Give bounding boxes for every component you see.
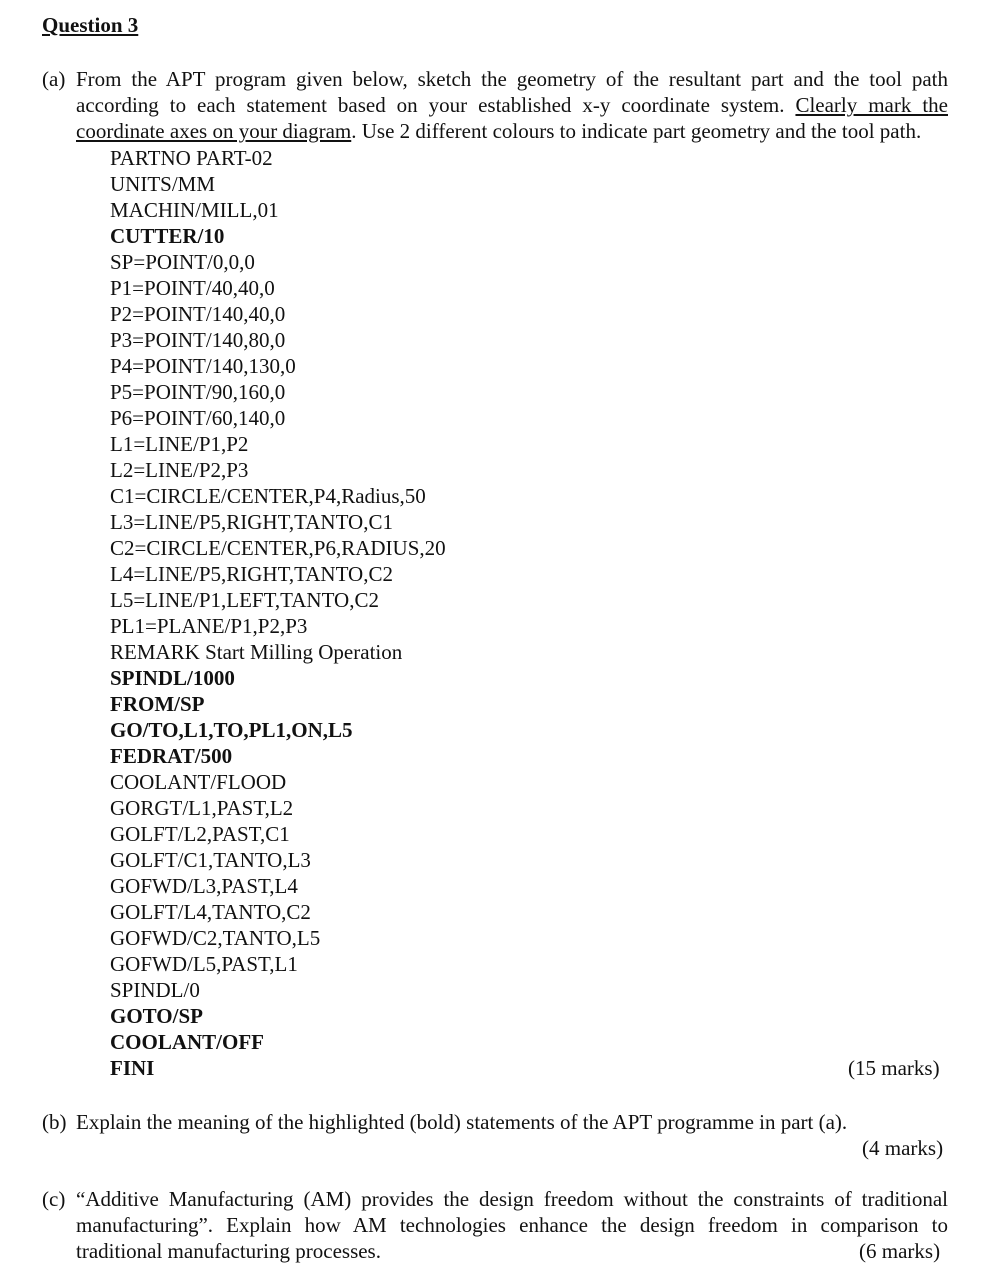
part-a-paragraph	[42, 66, 948, 144]
apt-statement: CUTTER/10	[110, 224, 225, 248]
apt-statement: GORGT/L1,PAST,L2	[110, 796, 294, 820]
part-b-text: Explain the meaning of the highlighted (bold) statements of the APT programme in part (a).	[76, 1110, 848, 1134]
apt-statement: COOLANT/FLOOD	[110, 770, 287, 794]
apt-statement: MACHIN/MILL,01	[110, 198, 279, 222]
apt-statement: C1=CIRCLE/CENTER,P4,Radius,50	[110, 484, 426, 508]
apt-statement: GOLFT/L4,TANTO,C2	[110, 900, 311, 924]
apt-statement: C2=CIRCLE/CENTER,P6,RADIUS,20	[110, 536, 446, 560]
apt-statement: P2=POINT/140,40,0	[110, 302, 286, 326]
apt-statement: UNITS/MM	[110, 172, 216, 196]
apt-statement: L2=LINE/P2,P3	[110, 458, 249, 482]
apt-statement: GOFWD/L5,PAST,L1	[110, 952, 298, 976]
part-c-text: “Additive Manufacturing (AM) provides the design freedom without the constraints of traditional manufacturing”. Explain how AM technologies enhance the design freedom in comparison to traditional manufacturing processes.	[76, 1187, 948, 1263]
part-a-underlined-text: Clearly mark the coordinate axes on your diagram	[76, 93, 948, 143]
part-c-label: (c)	[42, 1187, 66, 1211]
apt-statement: P3=POINT/140,80,0	[110, 328, 286, 352]
apt-statement: P4=POINT/140,130,0	[110, 354, 296, 378]
apt-statement: GOTO/SP	[110, 1004, 203, 1028]
apt-statement: L5=LINE/P1,LEFT,TANTO,C2	[110, 588, 379, 612]
apt-statement: SP=POINT/0,0,0	[110, 250, 255, 274]
apt-statement: P6=POINT/60,140,0	[110, 406, 286, 430]
apt-statement: SPINDL/0	[110, 978, 200, 1002]
apt-statement: FINI	[110, 1056, 155, 1080]
part-a-text-end: . Use 2 different colours to indicate part geometry and the tool path.	[351, 119, 922, 143]
apt-statement: SPINDL/1000	[110, 666, 235, 690]
apt-statement: FROM/SP	[110, 692, 205, 716]
apt-statement: L3=LINE/P5,RIGHT,TANTO,C1	[110, 510, 393, 534]
apt-statement: L1=LINE/P1,P2	[110, 432, 249, 456]
part-b-label: (b)	[42, 1110, 67, 1134]
question-heading: Question 3	[42, 13, 139, 37]
part-a-text	[76, 66, 948, 144]
apt-statement: GOFWD/L3,PAST,L4	[110, 874, 298, 898]
apt-statement: P1=POINT/40,40,0	[110, 276, 275, 300]
apt-program-listing	[110, 145, 950, 1081]
apt-statement: GOFWD/C2,TANTO,L5	[110, 926, 321, 950]
part-a-label: (a)	[42, 67, 66, 91]
part-c-marks: (6 marks)	[859, 1239, 941, 1263]
apt-statement: P5=POINT/90,160,0	[110, 380, 286, 404]
apt-statement: GOLFT/L2,PAST,C1	[110, 822, 290, 846]
part-a-text-start: From the APT program given below, sketch the geometry of the resultant part and the tool path according to each statement based on your established x-y coordinate system.	[76, 67, 948, 117]
part-b-paragraph	[42, 1109, 948, 1135]
part-a-marks: (15 marks)	[848, 1056, 940, 1080]
apt-statement: L4=LINE/P5,RIGHT,TANTO,C2	[110, 562, 393, 586]
apt-statement: PARTNO PART-02	[110, 146, 273, 170]
apt-statement: COOLANT/OFF	[110, 1030, 265, 1054]
apt-statement: GO/TO,L1,TO,PL1,ON,L5	[110, 718, 353, 742]
apt-statement: FEDRAT/500	[110, 744, 233, 768]
apt-statement: PL1=PLANE/P1,P2,P3	[110, 614, 308, 638]
apt-statement: REMARK Start Milling Operation	[110, 640, 403, 664]
part-c-paragraph	[42, 1186, 948, 1264]
part-b-marks: (4 marks)	[862, 1136, 944, 1160]
apt-statement: GOLFT/C1,TANTO,L3	[110, 848, 311, 872]
